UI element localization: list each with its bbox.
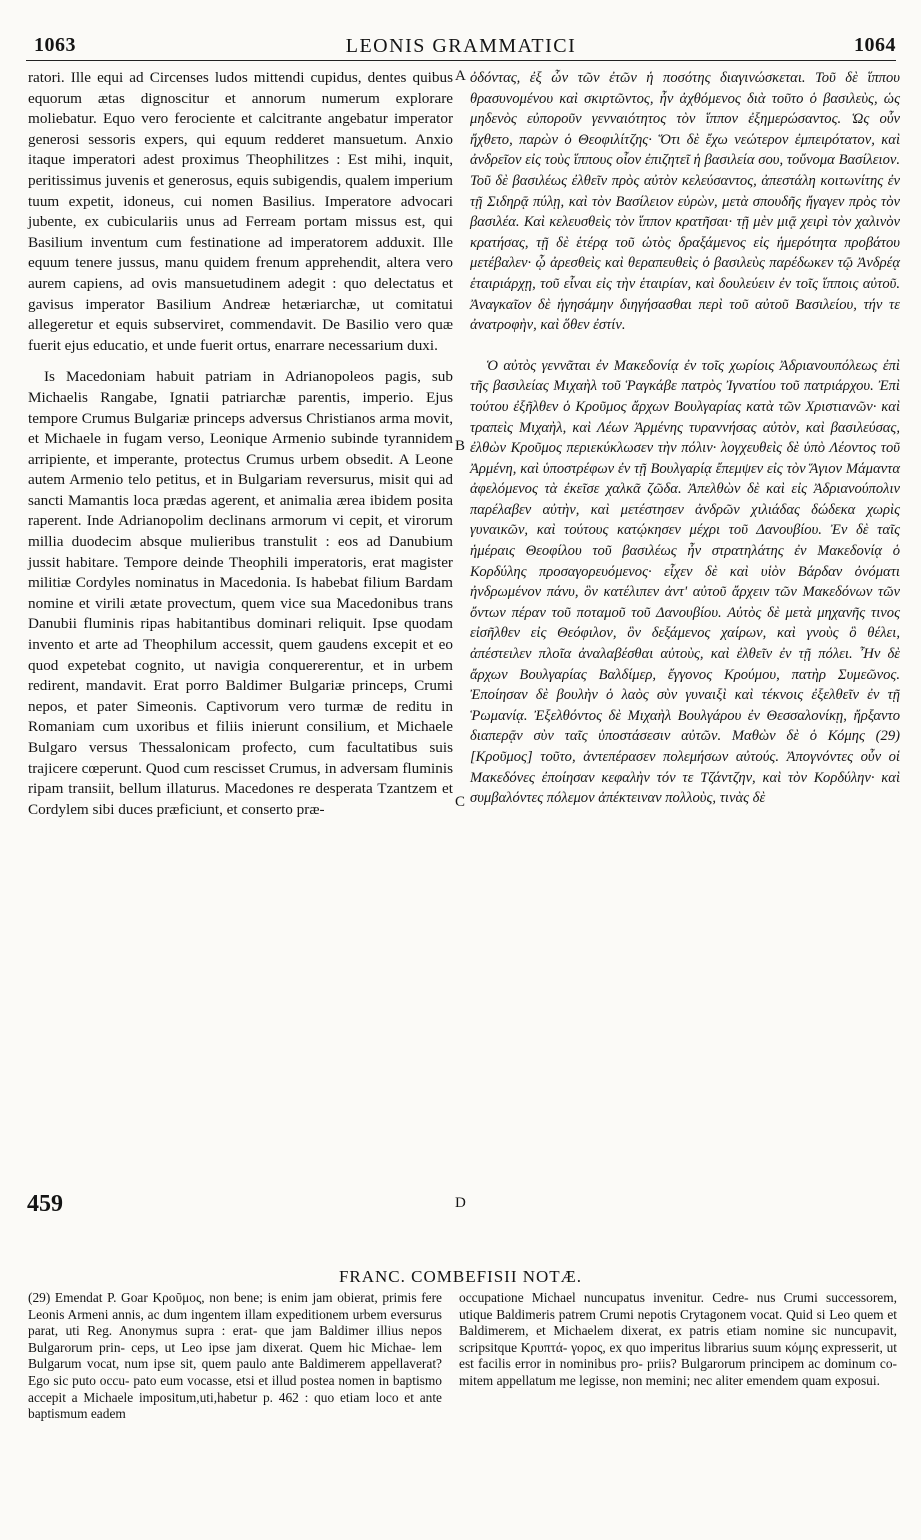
right-page-number: 1064 [854,34,896,56]
notes-title: FRANC. COMBEFISII NOTÆ. [338,1267,583,1286]
running-title: LEONIS GRAMMATICI [345,35,577,57]
greek-paragraph-1: ὀδόντας, ἐξ ὧν τῶν ἐτῶν ἡ ποσότης διαγινώσκεται. Τοῦ δὲ ἵππου θρασυνομένου καὶ σκιρτῶντος, ἦν ἀχθόμενος διὰ τοῦτο ὁ βασιλεὺς, ὡς μηδενὸς εὐποροῦν γενναιότητος τὸν ἵππον ἐξημερώσαντος. Ὡς οὖν ἤχθετο, παρὼν ὁ Θεοφιλίτζης· Ὅτι δὲ ἔχω νεώτερον ἐμπειρότατον, καὶ ἀνδρεῖον εἰς τοὺς ἵππους οἷον ἐπιζητεῖ ἡ βασιλεία σου, τοὔνομα Βασίλειον. Τοῦ δὲ βασιλέως ἐλθεῖν πρὸς αὐτὸν κελεύσαντος, ἀπεστάλη κοιτωνίτης ἐν τῇ Σιδηρᾷ πύλῃ, καὶ τὸν Βασίλειον εὑρὼν, μετὰ σπουδῆς ἤγαγεν πρὸς τὸν βασιλέα. Καὶ κελευσθεὶς τὸν ἵππον κρατῆσαι· τῇ μὲν μιᾷ χειρὶ τὸν χαλινὸν κρατήσας, τῇ δὲ ἑτέρᾳ τοῦ ὠτὸς δραξάμενος εἰς ἡμερότητα προβάτου μετέβαλεν· ᾧ ἀρεσθεὶς καὶ θεραπευθεὶς ὁ βασιλεὺς παρέδωκεν τῷ Ἀνδρέᾳ ἑταιριάρχῃ, τοῦ εἶναι εἰς τὴν ἑταιρίαν, καὶ δουλεύειν ἐν τοῖς ἵπποις αὐτοῦ. Ἀναγκαῖον δὲ ἡγησάμην διηγήσασθαι περὶ τοῦ αὐτοῦ Βασιλείου, τήν τε ἀνατροφὴν, καὶ ὅθεν ἐστίν. [470,70,900,334]
section-marker-b: B [455,438,466,454]
latin-paragraph-1: ratori. Ille equi ad Circenses ludos mittendi cupidus, dentes quibus equorum ætas dignoscitur et annorum numerum explorare moliebatur. Equo vero ferociente et calcitrante angebatur imperator generosi sessoris expers, qui equum redderet mansuetum. Anxio itaque imperatori adest proximus Theophilitzes : Est mihi, inquit, peritissimus juvenis et generosus, equis subigendis, qualem imperium tuum expetit, idoneus, cui nomen Basilius. Imperatore advocari jubente, ex cubiculariis unus ad Ferream portam missus est, qui Basilium inventum cum festinatione ad imperatorem adduxit. Ille equum tenere jussus, manu quidem frenum apprehendit, altera vero aurem capiens, ad ovis mansuetudinem adegit : quo delectatus et gavisus imperator Basilium Andreæ hetæriarchæ, ut comitatui allegeretur et equis subserviret, commendavit. De Basilio vero quæ fuerit ejus educatio, et unde fuerit ortus, enarrare necessarium duxi. [28,69,453,354]
left-page-number: 1063 [34,34,76,56]
note-29-part-2: occupatione Michael nuncupatus invenitur. Cedre- nus Crumi successorem, utique Baldimeris patrem Crumi nepotis Crytagonem vocat. Quid si Leo quem et Baldimerem, et Michaelem dixerat, ex patris etiam nomine sic nuncupavit, scripsitque Κρυπτά- γορος, ex quo imperitus librarius suum κόμης expresserit, ut est facilis error in nominibus pro- priis? Bulgarorum principem ac dominum co- mitem appellatum me legisse, non memini; nec aliter emendem quam exposui. [459,1290,897,1388]
greek-paragraph-2: Ὁ αὐτὸς γεννᾶται ἐν Μακεδονίᾳ ἐν τοῖς χωρίοις Ἀδριανουπόλεως ἐπὶ τῆς βασιλείας Μιχαὴλ τοῦ Ῥαγκάβε πατρὸς Ἰγνατίου τοῦ πατριάρχου. Ἐπὶ τούτου ἐξῆλθεν ὁ Κροῦμος ἄρχων Βουλγαρίας κατὰ τῶν Χριστιανῶν· καὶ τραπεὶς Μιχαὴλ, καὶ Λέων Ἀρμένης τυραννήσας αὐτὸν, καὶ βασιλεύσας, ἐλθὼν Κροῦμος περιεκύκλωσεν τὴν πόλιν· λογχευθεὶς δὲ ὑπὸ Λέοντος τοῦ Ἀρμένη, καὶ ὑποστρέφων ἐν τῇ Βουλγαρίᾳ ἔπεμψεν εἰς τὸν Ἅγιον Μάμαντα ἀφελόμενος τὰ ἐκεῖσε χαλκᾶ ζῶδα. Ἀπελθὼν δὲ καὶ εἰς Ἀδριανούπολιν παρέλαβεν αὐτὴν, καὶ μετέστησεν ἀνδρῶν χιλιάδας δώδεκα χωρὶς γυναικῶν, καὶ τούτους κατῴκησεν μέχρι τοῦ Δανουβίου. Ἐν δὲ ταῖς ἡμέραις Θεοφίλου τοῦ βασιλέως ἦν στρατηλάτης ἐν Μακεδονίᾳ ὁ Κορδύλης προσαγορευόμενος· εἶχεν δὲ καὶ υἱὸν Βάρδαν ὀνόματι ἠνδρωμένον πάνυ, ὃν κατέλιπεν ἀντ' αὐτοῦ ἄρχειν τῶν Μακεδόνων τῶν ὄντων πέραν τοῦ ποταμοῦ τοῦ Δανουβίου. Αὐτὸς δὲ μετὰ μηχανῆς τινος εἰσῆλθεν εἰς Θεόφιλον, ὃν δεξάμενος χαίρων, καὶ γνοὺς ὃ θέλει, ἀπέστειλεν πλοῖα ἀναλαβέσθαι αὐτοὺς, καὶ ἐλθεῖν ἐν τῇ πόλει. Ἦν δὲ ἄρχων Βουλγαρίας Βαλδίμερ, ἔγγονος Κρούμου, πατὴρ Συμεῶνος. Ἐποίησαν δὲ βουλὴν ὁ λαὸς σὺν γυναιξὶ καὶ τέκνοις ἐξελθεῖν ἐν τῇ Ῥωμανίᾳ. Ἐξελθόντος δὲ Μιχαὴλ Βουλγάρου ἐν Θεσσαλονίκῃ, ἤρξαντο διαπερᾷν σὺν ταῖς ὑποστάσεσιν αὐτῶν. Μαθὼν δὲ ὁ Κόμης (29) [Κροῦμος] τοῦτο, ἀντεπέρασεν πολεμήσων αὐτούς. Ἀπογνόντες οὖν οἱ Μακεδόνες ἐποίησαν κεφαλὴν τόν τε Τζάντζην, καὶ τὸν Κορδύλην· καὶ συμβαλόντες πόλεμον ἀπέκτειναν πολλοὺς, τινὰς δὲ [470,357,900,807]
greek-column [470,68,900,809]
notes-left-column [28,1290,442,1423]
latin-paragraph-2: Is Macedoniam habuit patriam in Adrianopoleos pagis, sub Michaelis Rangabe, Ignatii patriarchæ parentis, imperio. Ejus tempore Crumus Bulgariæ princeps adversus Christianos arma movit, et Michaele in fugam verso, Leonique Armenio subinde tyrannidem arripiente, et imperante, protectus Crumus urbem obsedit. A Leone autem Armenio telo petitus, et in Bulgariam reversurus, misit qui ad sancti Mamantis loca prædas agerent, et animalia ærea ibidem posita raperent. Inde Adrianopolim declinans armorum vi cepit, et virorum millia duodecim absque mulieribus transtulit : eos ad Danubium jussit habitare. Tempore deinde Theophili imperatoris, erat magister militiæ Cordyles nominatus in Macedonia. Is habebat filium Bardam nomine et virili ætate provectum, quem vice sua Macedonibus trans Danubii fluminis ripas habitantibus dominari reliquit. Ipse quodam invento et arte ad Theophilum accessit, quem gaudens excepit et eo quod expetebat cognito, ut navigia conquererentur, et in urbem redirent, mandavit. Erat porro Baldimer Bulgariæ princeps, Crumi nepos, et pater Simeonis. Captivorum vero turmæ de reditu in Romaniam cum uxoribus et filiis inierunt consilium, et Michaele Bulgaro versus Thessalonicam profecto, cum facultatibus suis trajicere cœperunt. Quod cum rescisset Crumus, in adversam fluminis ripam transiit, bellum illaturus. Macedones re desperata Tzantzem et Cordylem sibi duces præficiunt, et conserto præ- [28,368,453,818]
section-marker-a: A [455,68,466,84]
marginal-page-number: 459 [27,1191,63,1217]
notes-right-column [459,1290,897,1390]
page-header [26,34,896,62]
latin-column [28,68,453,820]
section-marker-c: C [455,794,466,810]
section-marker-d: D [455,1195,466,1211]
note-29-part-1: (29) Emendat P. Goar Κροῦμος, non bene; is enim jam obierat, primis fere Leonis Armeni annis, ac dum ingentem illam expeditionem urbem eversurus parat, uti Reg. Anonymus supra : erat- que jam Baldimer illius nepos Bulgarorum prin- ceps, ut Leo ipse jam dixerat. Quem hic Michae- lem Bulgarum vocat, num ipse sit, quem paulo ante Baldimerem appellaverat? Ego sic puto occu- pato eum vocasse, etsi et illud postea nomen in baptismo accepit a Michaele impositum,uti,habetur p. 462 : quo etiam loco et ante baptismum eadem [28,1290,442,1422]
header-rule [26,60,896,61]
